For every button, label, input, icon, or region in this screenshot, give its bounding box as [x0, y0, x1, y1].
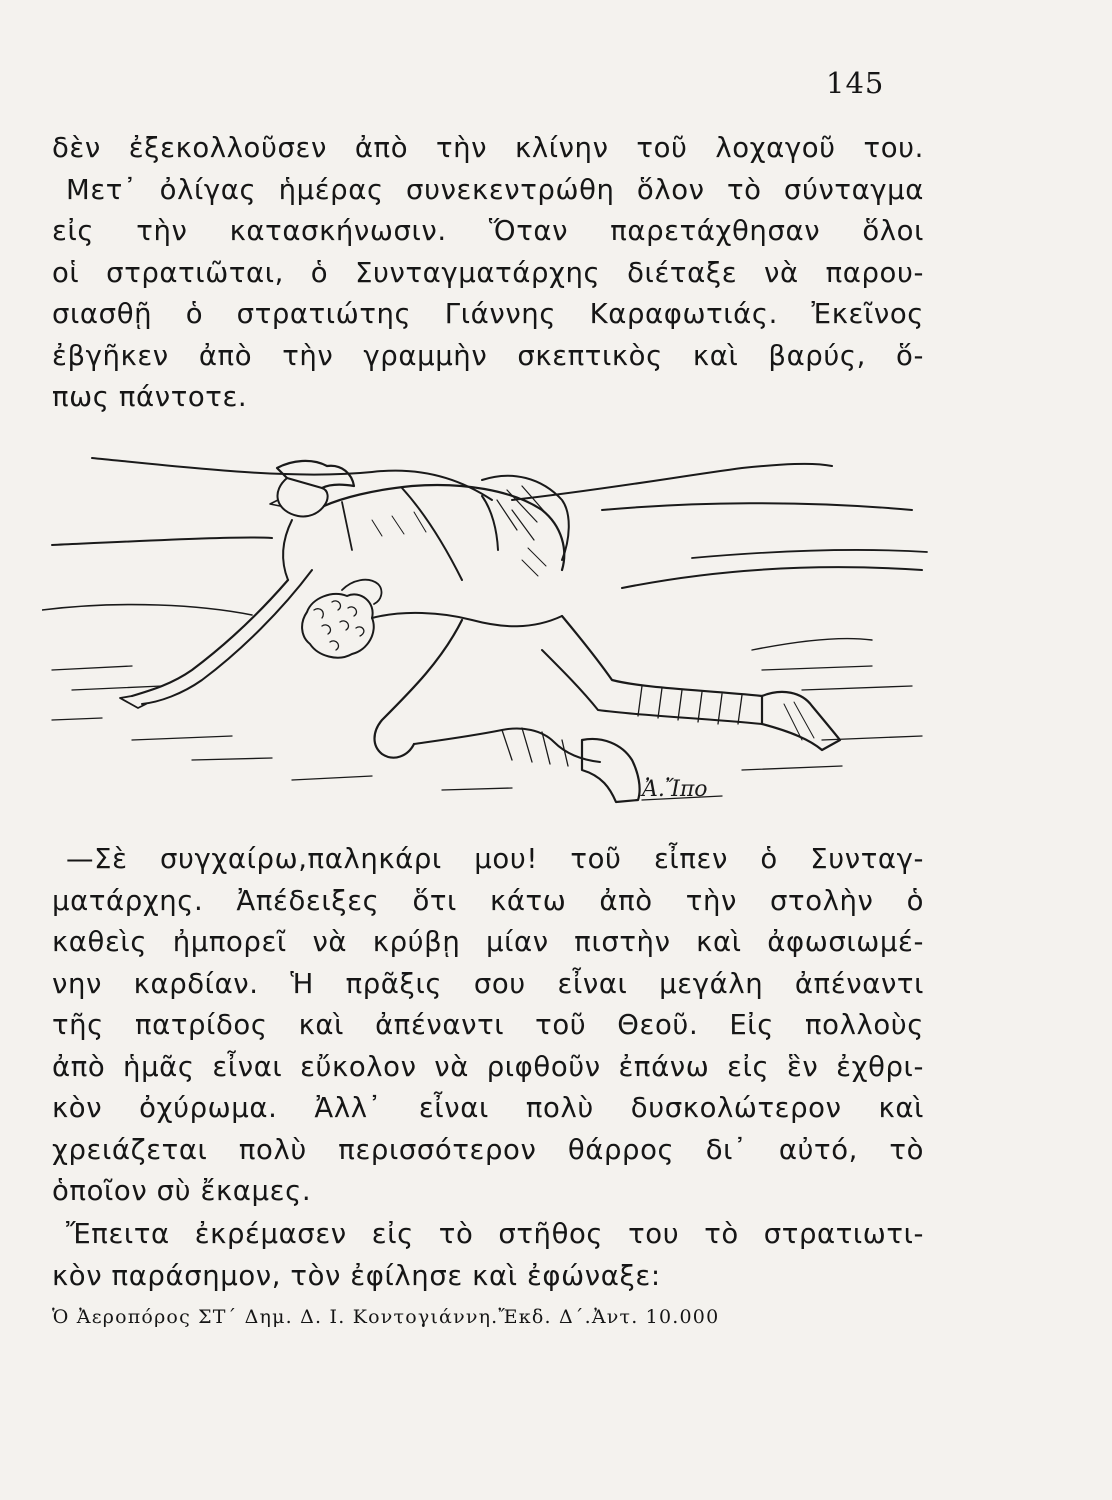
text-line: νην καρδίαν. Ἡ πρᾶξις σου εἶναι μεγάλη ἀπέναντι [52, 967, 924, 1000]
text-line: κὸν ὀχύρωμα. Ἀλλ᾽ εἶναι πολὺ δυσκολώτερον καὶ [52, 1092, 924, 1124]
illustration-signature: Ἀ.Ἴπο [642, 777, 708, 802]
illustration-soldier-carrying-wounded [42, 440, 932, 830]
text-line: Ἔπειτα ἐκρέμασεν εἰς τὸ στῆθος του τὸ στρατιωτι- [66, 1218, 924, 1250]
page-number: 145 [826, 66, 885, 100]
text-line: εἰς τὴν κατασκήνωσιν. Ὅταν παρετάχθησαν ὅλοι [52, 215, 924, 247]
text-line: ἐβγῆκεν ἀπὸ τὴν γραμμὴν σκεπτικὸς καὶ βαρύς, ὅ- [52, 339, 924, 372]
text-line: δὲν ἐξεκολλοῦσεν ἀπὸ τὴν κλίνην τοῦ λοχαγοῦ του. [52, 132, 924, 164]
text-line: τῆς πατρίδος καὶ ἀπέναντι τοῦ Θεοῦ. Εἰς πολλοὺς [52, 1009, 924, 1041]
text-line: ὁποῖον σὺ ἔκαμες. [52, 1175, 312, 1207]
paragraph-opening [52, 128, 924, 419]
text-line: καθεὶς ἠμπορεῖ νὰ κρύβῃ μίαν πιστὴν καὶ ἀφωσιωμέ- [52, 926, 924, 958]
text-line: κὸν παράσημον, τὸν ἐφίλησε καὶ ἐφώναξε: [52, 1259, 661, 1292]
text-line: ματάρχης. Ἀπέδειξες ὅτι κάτω ἀπὸ τὴν στολὴν ὁ [52, 884, 924, 917]
paragraph-colonel-speech [52, 839, 924, 1213]
text-line: ἀπὸ ἡμᾶς εἶναι εὔκολον νὰ ριφθοῦν ἐπάνω εἰς ἓν ἐχθρι- [52, 1050, 924, 1083]
text-line: οἱ στρατιῶται, ὁ Συνταγματάρχης διέταξε νὰ παρου- [52, 256, 924, 289]
text-line: χρειάζεται πολὺ περισσότερον θάρρος δι᾽ αὐτό, τὸ [52, 1133, 924, 1166]
paragraph-medal [52, 1214, 924, 1297]
text-line: Μετ᾽ ὀλίγας ἡμέρας συνεκεντρώθη ὅλον τὸ σύνταγμα [66, 173, 924, 206]
text-line: σιασθῇ ὁ στρατιώτης Γιάννης Καραφωτιάς. Ἐκεῖνος [52, 298, 924, 330]
print-footer: Ὁ Ἀεροπόρος ΣΤ΄ Δημ. Δ. Ι. Κοντογιάννη.Ἔκδ. Δ΄.Ἀντ. 10.000 [52, 1306, 720, 1328]
text-line: πως πάντοτε. [52, 381, 248, 413]
text-line: —Σὲ συγχαίρω,παληκάρι μου! τοῦ εἶπεν ὁ Συνταγ- [66, 843, 924, 875]
